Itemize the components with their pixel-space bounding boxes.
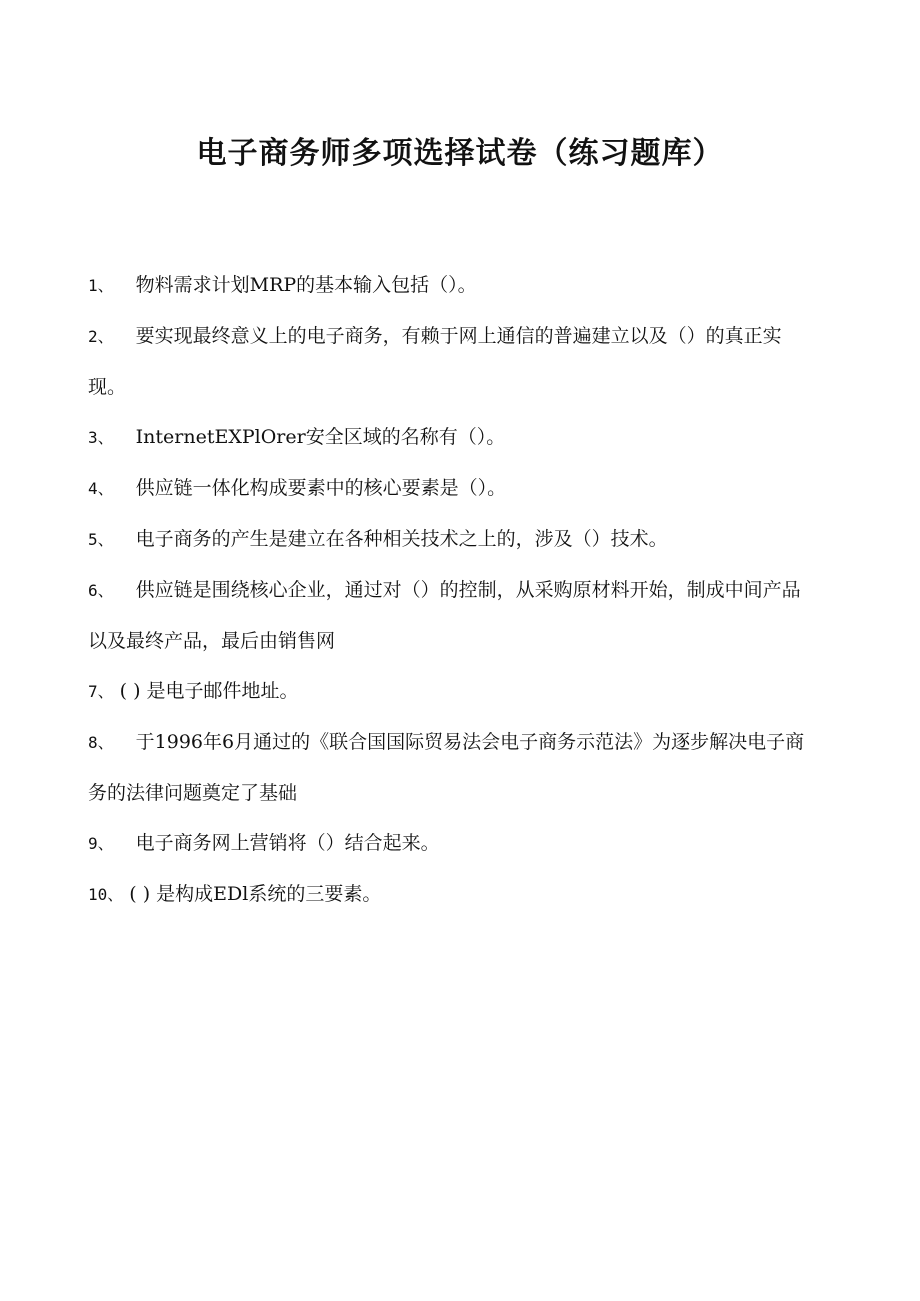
question-item: [88, 869, 814, 920]
question-item: [88, 514, 814, 565]
question-item: [88, 260, 814, 311]
question-item: [88, 463, 814, 514]
question-text: ( ) 是构成EDl系统的三要素。: [129, 883, 382, 905]
question-number: 4、: [88, 479, 114, 498]
question-number: 2、: [88, 327, 114, 346]
question-text: 供应链是围绕核心企业，通过对（）的控制，从采购原材料开始，制成中间产品以及最终产品，最后由销售网: [88, 579, 801, 652]
question-text: 电子商务网上营销将（）结合起来。: [135, 832, 440, 854]
question-number: 1、: [88, 276, 114, 295]
question-list: [88, 260, 814, 920]
question-item: [88, 565, 814, 666]
question-text: InternetEXPlOrer安全区域的名称有（）。: [135, 426, 506, 448]
question-number: 9、: [88, 834, 114, 853]
question-item: [88, 412, 814, 463]
question-text: ( ) 是电子邮件地址。: [119, 680, 299, 702]
question-item: [88, 717, 814, 818]
question-text: 要实现最终意义上的电子商务，有赖于网上通信的普遍建立以及（）的真正实现。: [88, 325, 782, 398]
question-text: 物料需求计划MRP的基本输入包括（）。: [135, 274, 477, 296]
question-text: 电子商务的产生是建立在各种相关技术之上的，涉及（）技术。: [135, 528, 668, 550]
question-item: [88, 666, 814, 717]
question-number: 10、: [88, 885, 124, 904]
question-number: 7、: [88, 682, 114, 701]
question-item: [88, 311, 814, 412]
question-number: 3、: [88, 428, 114, 447]
question-text: 于1996年6月通过的《联合国国际贸易法会电子商务示范法》为逐步解决电子商务的法律问题奠定了基础: [88, 731, 805, 804]
question-text: 供应链一体化构成要素中的核心要素是（）。: [135, 477, 507, 499]
question-number: 6、: [88, 581, 114, 600]
question-number: 8、: [88, 733, 114, 752]
question-number: 5、: [88, 530, 114, 549]
document-title: 电子商务师多项选择试卷（练习题库）: [196, 136, 724, 171]
question-item: [88, 818, 814, 869]
